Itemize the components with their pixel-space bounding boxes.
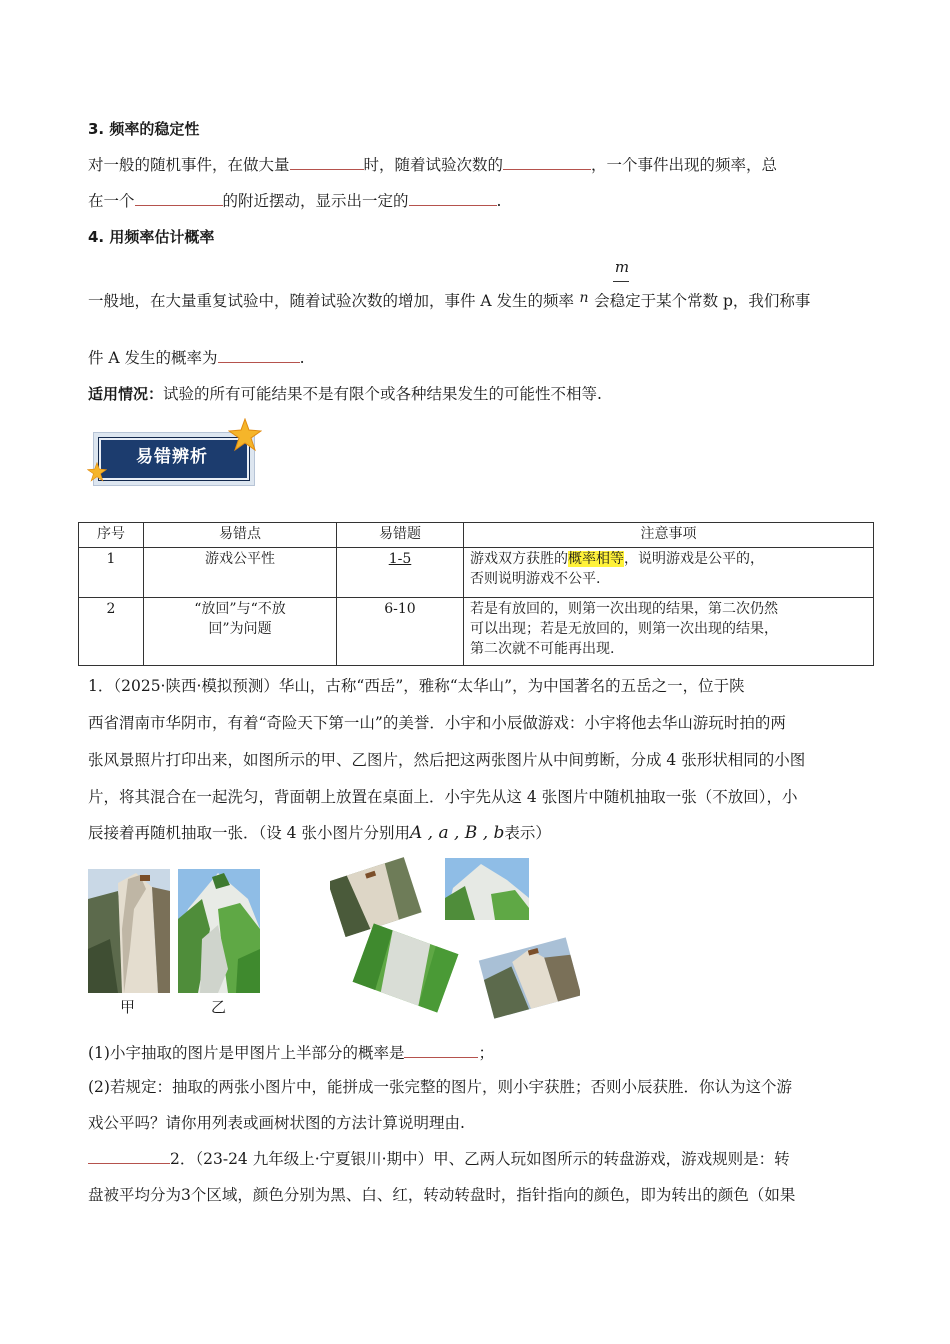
text-span: 对一般的随机事件，在做大量	[88, 156, 290, 174]
row-number: 1	[79, 548, 144, 598]
fill-in-blank[interactable]	[404, 1043, 478, 1058]
text-span: 件 A 发生的概率为	[88, 349, 218, 367]
text-span: 一般地，在大量重复试验中，随着试验次数的增加，事件 A 发生的频率	[88, 292, 575, 310]
problem-link[interactable]: 1-5	[388, 551, 412, 567]
piece-b	[445, 858, 529, 920]
question-2-line-2: 盘被平均分为3个区域，颜色分别为黑、白、红，转动转盘时，指针指向的颜色，即为转出的颜色（如果	[88, 1186, 796, 1204]
table-header-row	[79, 523, 874, 548]
section-4-paragraph-line-2	[88, 347, 305, 369]
fill-in-blank[interactable]	[409, 191, 497, 206]
header-cell: 序号	[79, 523, 144, 548]
text-span: 回”为问题	[208, 621, 272, 637]
section-3-paragraph-line-1	[88, 154, 777, 176]
section-banner	[93, 428, 260, 485]
fraction-bar	[613, 281, 629, 282]
note-cell	[464, 598, 874, 666]
question-2-line-1	[88, 1148, 790, 1170]
fill-in-blank[interactable]	[135, 191, 223, 206]
question-1-line-2: 西省渭南市华阴市，有着“奇险天下第一山”的美誉．小宇和小辰做游戏：小宇将他去华山游玩时拍的两	[88, 714, 786, 732]
piece-c	[353, 924, 459, 1013]
section-4-title: 4. 用频率估计概率	[88, 228, 215, 246]
text-span: 在一个	[88, 192, 135, 210]
text-span: 辰接着再随机抽取一张．（设 4 张小图片分别用	[88, 824, 410, 842]
mistakes-table	[78, 522, 874, 666]
note-cell	[464, 548, 874, 598]
text-span: ，一个事件出现的频率，总	[591, 156, 778, 174]
text-span: ；	[478, 1044, 494, 1062]
fill-in-blank[interactable]	[503, 155, 591, 170]
text-span: ，说明游戏是公平的，	[624, 551, 764, 567]
question-1-line-1: 1．（2025·陕西·模拟预测）华山，古称“西岳”，雅称“太华山”，为中国著名的五岳之一，位于陕	[88, 677, 745, 695]
row-number: 2	[79, 598, 144, 666]
text-span: 若是有放回的，则第一次出现的结果，第二次仍然	[470, 601, 778, 617]
problem-range	[337, 548, 464, 598]
piece-d	[479, 937, 580, 1018]
fill-in-blank[interactable]	[218, 348, 300, 363]
text-span: 否则说明游戏不公平.	[470, 571, 601, 587]
star-icon	[87, 462, 107, 482]
text-span: 会稳定于某个常数 p，我们称事	[594, 292, 811, 310]
text-span: 的附近摆动，显示出一定的	[222, 192, 409, 210]
question-1-part-2-line-2: 戏公平吗？请你用列表或画树状图的方法计算说明理由.	[88, 1114, 465, 1132]
fraction-numerator: m	[614, 258, 630, 276]
text-span: .	[299, 349, 305, 367]
math-variables: A , a , B , b	[409, 823, 505, 843]
question-1-line-5	[88, 822, 551, 844]
usage-label: 适用情况：	[88, 385, 164, 403]
question-1-part-2-line-1: (2)若规定：抽取的两张小图片中，能拼成一张完整的图片，则小宇获胜；否则小辰获胜．你认为这个游	[88, 1078, 792, 1096]
usage-text: 试验的所有可能结果不是有限个或各种结果发生的可能性不相等.	[163, 385, 602, 403]
highlighted-text: 概率相等	[568, 551, 624, 567]
caption-yi: 乙	[211, 998, 227, 1016]
star-icon	[228, 418, 262, 452]
shuffled-pieces	[330, 850, 580, 1020]
text-span: 时，随着试验次数的	[363, 156, 504, 174]
text-span: “放回”与“不放	[194, 601, 286, 617]
question-1-line-3: 张风景照片打印出来，如图所示的甲、乙图片，然后把这两张图片从中间剪断，分成 4 张形状相同的小图	[88, 751, 806, 769]
text-span: 2．（23-24 九年级上·宁夏银川·期中）甲、乙两人玩如图所示的转盘游戏，游戏规则是：转	[170, 1150, 790, 1168]
text-span: 第二次就不可能再出现.	[470, 641, 615, 657]
header-cell: 易错点	[144, 523, 337, 548]
section-3-paragraph-line-2	[88, 190, 501, 212]
fraction-denominator: n	[579, 290, 589, 306]
fill-in-blank[interactable]	[88, 1149, 170, 1164]
usage-note	[88, 383, 602, 405]
section-4-paragraph-line-1	[88, 290, 810, 313]
text-span: 游戏双方获胜的	[470, 551, 568, 567]
mistake-point	[144, 598, 337, 666]
section-3-title: 3. 频率的稳定性	[88, 120, 200, 138]
header-cell: 易错题	[337, 523, 464, 548]
mistake-point: 游戏公平性	[144, 548, 337, 598]
caption-jia: 甲	[120, 998, 136, 1016]
table-row	[79, 598, 874, 666]
header-cell: 注意事项	[464, 523, 874, 548]
question-1-line-4: 片，将其混合在一起洗匀，背面朝上放置在桌面上．小宇先从这 4 张图片中随机抽取一张（不放回），小	[88, 788, 798, 806]
text-span: .	[496, 192, 502, 210]
banner-label: 易错辨析	[136, 447, 208, 467]
photo-yi	[178, 869, 260, 993]
photo-jia	[88, 869, 170, 993]
text-span: 可以出现；若是无放回的，则第一次出现的结果，	[470, 621, 778, 637]
text-span: 表示）	[504, 824, 551, 842]
fill-in-blank[interactable]	[290, 155, 364, 170]
table-row	[79, 548, 874, 598]
text-span: (1)小宇抽取的图片是甲图片上半部分的概率是	[88, 1044, 405, 1062]
problem-range: 6-10	[337, 598, 464, 666]
question-1-part-1	[88, 1042, 494, 1064]
